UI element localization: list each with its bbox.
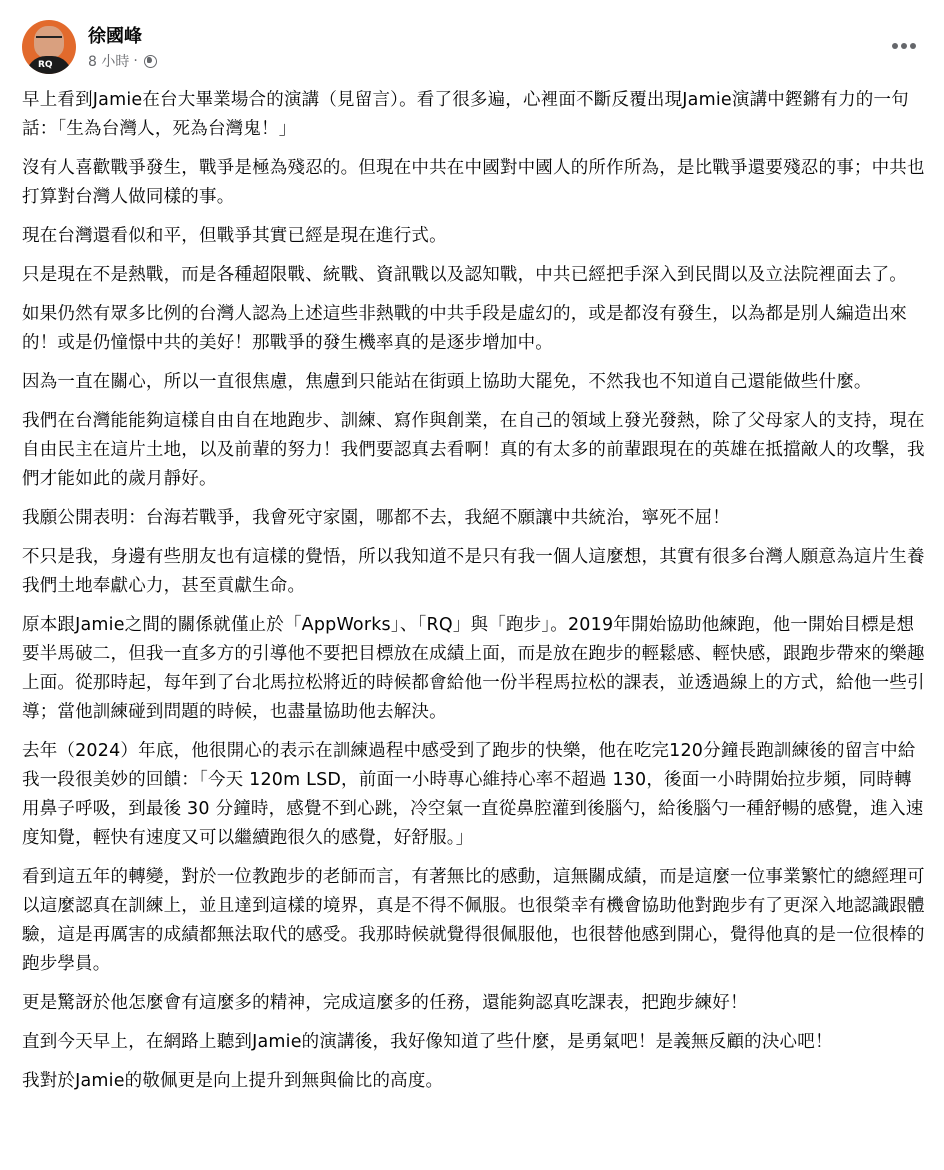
- post-paragraph: 不只是我，身邊有些朋友也有這樣的覺悟，所以我知道不是只有我一個人這麼想，其實有很多台灣人願意為這片生養我們土地奉獻心力，甚至貢獻生命。: [22, 547, 925, 596]
- post-paragraph: 原本跟Jamie之間的關係就僅止於「AppWorks」、「RQ」與「跑步」。2019年開始協助他練跑，他一開始目標是想要半馬破二，但我一直多方的引導他不要把目標放在成績上面，而是放在跑步的輕鬆感、輕快感，跟跑步帶來的樂趣上面。從那時起，每年到了台北馬拉松將近的時候都會給他一份半程馬拉松的課表，並透過線上的方式，給他一些引導；當他訓練碰到問題的時候，也盡量協助他去解決。: [22, 615, 925, 722]
- post-paragraph: 如果仍然有眾多比例的台灣人認為上述這些非熱戰的中共手段是虛幻的，或是都沒有發生，以為都是別人編造出來的！或是仍憧憬中共的美好！那戰爭的發生機率真的是逐步增加中。: [22, 304, 907, 353]
- post-paragraph: 沒有人喜歡戰爭發生，戰爭是極為殘忍的。但現在中共在中國對中國人的所作所為，是比戰爭還要殘忍的事；中共也打算對台灣人做同樣的事。: [22, 158, 925, 207]
- post-paragraph: 去年（2024）年底，他很開心的表示在訓練過程中感受到了跑步的快樂，他在吃完120分鐘長跑訓練後的留言中給我一段很美妙的回饋：「今天 120m LSD，前面一小時專心維持心率不超過 130，後面一小時開始拉步頻，同時轉用鼻子呼吸，到最後 30 分鐘時，感覺不到心跳，冷空氣一直從鼻腔灌到後腦勺，給後腦勺一種舒暢的感覺，進入速度知覺，輕快有速度又可以繼續跑很久的感覺，好舒服。」: [22, 741, 924, 848]
- avatar[interactable]: [22, 20, 76, 74]
- post-paragraph: 更是驚訝於他怎麼會有這麼多的精神，完成這麼多的任務，還能夠認真吃課表，把跑步練好！: [22, 993, 748, 1013]
- post-paragraph: 我們在台灣能能夠這樣自由自在地跑步、訓練、寫作與創業，在自己的領域上發光發熱，除了父母家人的支持，現在自由民主在這片土地，以及前輩的努力！我們要認真去看啊！真的有太多的前輩跟現在的英雄在抵擋敵人的攻擊，我們才能如此的歲月靜好。: [22, 411, 925, 489]
- post-paragraph: 早上看到Jamie在台大畢業場合的演講（見留言）。看了很多遍，心裡面不斷反覆出現Jamie演講中鏗鏘有力的一句話：「生為台灣人，死為台灣鬼！」: [22, 90, 909, 139]
- post-paragraph: 我對於Jamie的敬佩更是向上提升到無與倫比的高度。: [22, 1071, 444, 1091]
- post-content: [22, 86, 926, 1106]
- post-time[interactable]: 8 小時: [88, 54, 130, 70]
- author-name[interactable]: 徐國峰: [88, 26, 142, 47]
- post-header: [22, 20, 922, 80]
- avatar-glasses: [36, 36, 62, 44]
- avatar-shirt-text: RQ: [38, 60, 53, 70]
- post-paragraph: 因為一直在關心，所以一直很焦慮，焦慮到只能站在街頭上協助大罷免，不然我也不知道自己還能做些什麼。: [22, 372, 872, 392]
- post-paragraph: 現在台灣還看似和平，但戰爭其實已經是現在進行式。: [22, 226, 447, 246]
- post-paragraph: 看到這五年的轉變，對於一位教跑步的老師而言，有著無比的感動，這無關成績，而是這麼一位事業繁忙的總經理可以這麼認真在訓練上，並且達到這樣的境界，真是不得不佩服。也很榮幸有機會協助他對跑步有了更深入地認識跟體驗，這是再厲害的成績都無法取代的感受。我那時候就覺得很佩服他，也很替他感到開心，覺得他真的是一位很棒的跑步學員。: [22, 867, 925, 974]
- post-meta: [88, 51, 157, 71]
- post-paragraph: 直到今天早上，在網路上聽到Jamie的演講後，我好像知道了些什麼，是勇氣吧！是義無反顧的決心吧！: [22, 1032, 833, 1052]
- more-dot-icon: [901, 43, 907, 49]
- globe-icon[interactable]: [144, 55, 157, 68]
- meta-separator: ·: [133, 53, 138, 69]
- more-dot-icon: [892, 43, 898, 49]
- post-paragraph: 我願公開表明：台海若戰爭，我會死守家園，哪都不去，我絕不願讓中共統治，寧死不屈！: [22, 508, 730, 528]
- more-options-button[interactable]: [886, 28, 922, 64]
- more-dot-icon: [910, 43, 916, 49]
- post-paragraph: 只是現在不是熱戰，而是各種超限戰、統戰、資訊戰以及認知戰，中共已經把手深入到民間以及立法院裡面去了。: [22, 265, 907, 285]
